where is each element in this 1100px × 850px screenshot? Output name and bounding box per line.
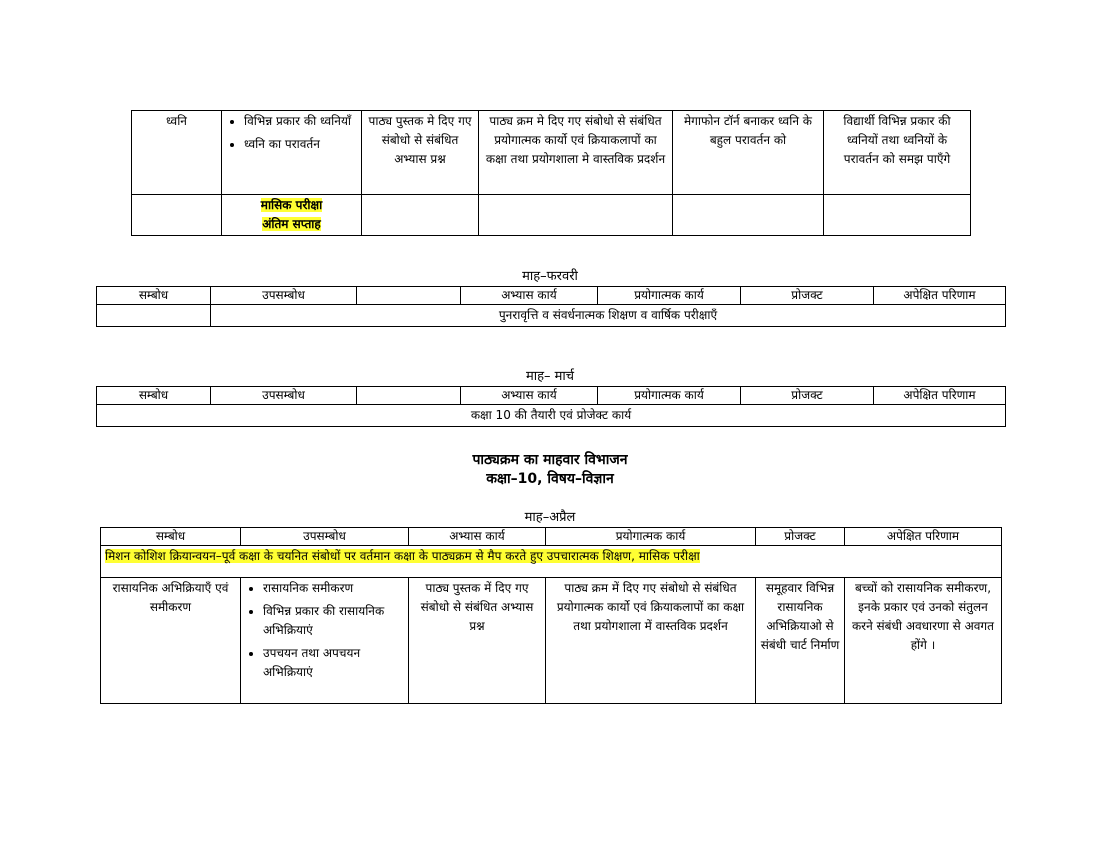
table-row <box>97 305 1006 327</box>
exercise-cell: पाठ्य पुस्तक मे दिए गए संबोधो से संबंधित अभ्यास प्रश्न <box>362 111 479 195</box>
header-row <box>97 287 1006 305</box>
subtopic-cell <box>241 578 409 704</box>
table-row <box>101 546 1002 578</box>
column-header: प्रयोगात्मक कार्य <box>598 387 741 405</box>
column-header: प्रयोगात्मक कार्य <box>546 528 756 546</box>
empty-cell <box>479 195 673 236</box>
topic-cell: ध्वनि <box>132 111 222 195</box>
header-row <box>97 387 1006 405</box>
merged-plan-cell: कक्षा 10 की तैयारी एवं प्रोजेक्ट कार्य <box>97 405 1006 427</box>
column-header: सम्बोध <box>97 287 211 305</box>
column-header <box>357 387 461 405</box>
practical-cell: पाठ्य क्रम में दिए गए संबोधो से संबंधित प्रयोगात्मक कार्यो एवं क्रियाकलापों का कक्षा तथा प्रयोगशाला में वास्तविक प्रदर्शन <box>546 578 756 704</box>
february-caption: माह–फरवरी <box>522 269 578 284</box>
outcome-cell: विद्यार्थी विभिन्न प्रकार की ध्वनियों तथा ध्वनियों के परावर्तन को समझ पाएँगे <box>824 111 971 195</box>
column-header: सम्बोध <box>101 528 241 546</box>
column-header: अभ्यास कार्य <box>461 387 598 405</box>
column-header: अपेक्षित परिणाम <box>874 287 1006 305</box>
page-subtitle: कक्षा–10, विषय–विज्ञान <box>486 471 614 487</box>
merged-plan-cell: पुनरावृत्ति व संवर्धनात्मक शिक्षण व वार्षिक परीक्षाएँ <box>211 305 1006 327</box>
table-row <box>101 578 1002 704</box>
project-cell: मेगाफोन टॉर्न बनाकर ध्वनि के बहुल परावर्तन को <box>673 111 824 195</box>
april-caption: माह–अप्रैल <box>524 510 576 525</box>
column-header: उपसम्बोध <box>241 528 409 546</box>
column-header <box>357 287 461 305</box>
mission-highlight-text: मिशन कोशिश क्रियान्वयन–पूर्व कक्षा के चयनित संबोधों पर वर्तमान कक्षा के पाठ्यक्रम से मैप करते हुए उपचारात्मक शिक्षण, मासिक परीक्षा <box>105 549 700 563</box>
exam-highlight-line1: मासिक परीक्षा <box>260 198 323 212</box>
column-header: सम्बोध <box>97 387 211 405</box>
table-row <box>132 111 971 195</box>
topic-cell: रासायनिक अभिक्रियाएँ एवं समीकरण <box>101 578 241 704</box>
list-item: • उपचयन तथा अपचयन अभिक्रियाएं <box>263 644 404 682</box>
practical-cell: पाठ्य क्रम मे दिए गए संबोधो से संबंधित प्रयोगात्मक कार्यो एवं क्रियाकलापों का कक्षा तथा प्रयोगशाला मे वास्तविक प्रदर्शन <box>479 111 673 195</box>
column-header: प्रयोगात्मक कार्य <box>598 287 741 305</box>
column-header: अभ्यास कार्य <box>461 287 598 305</box>
march-caption: माह– मार्च <box>525 369 575 384</box>
table-row <box>97 405 1006 427</box>
project-cell: समूहवार विभिन्न रासायनिक अभिक्रियाओ से संबंधी चार्ट निर्माण <box>756 578 845 704</box>
empty-cell <box>132 195 222 236</box>
list-item: • विभिन्न प्रकार की ध्वनियाँ <box>244 112 357 131</box>
empty-cell <box>97 305 211 327</box>
table-row <box>132 195 971 236</box>
column-header: प्रोजक्ट <box>741 287 874 305</box>
subtopic-cell <box>222 111 362 195</box>
monthly-exam-cell <box>222 195 362 236</box>
page-title: पाठ्यक्रम का माहवार विभाजन <box>472 452 628 468</box>
column-header: अपेक्षित परिणाम <box>845 528 1002 546</box>
outcome-cell: बच्चों को रासायनिक समीकरण, इनके प्रकार एवं उनको संतुलन करने संबंधी अवधारणा से अवगत होंगे । <box>845 578 1002 704</box>
column-header: प्रोजक्ट <box>756 528 845 546</box>
empty-cell <box>673 195 824 236</box>
column-header: उपसम्बोध <box>211 287 357 305</box>
march-table <box>96 386 1006 427</box>
column-header: प्रोजक्ट <box>741 387 874 405</box>
list-item: • ध्वनि का परावर्तन <box>244 135 357 154</box>
exercise-cell: पाठ्य पुस्तक में दिए गए संबोधो से संबंधित अभ्यास प्रश्न <box>409 578 546 704</box>
header-row <box>101 528 1002 546</box>
sound-topic-table <box>131 110 971 236</box>
column-header: अभ्यास कार्य <box>409 528 546 546</box>
exam-highlight-line2: अंतिम सप्ताह <box>262 217 321 231</box>
empty-cell <box>824 195 971 236</box>
list-item: • रासायनिक समीकरण <box>263 579 404 598</box>
column-header: उपसम्बोध <box>211 387 357 405</box>
empty-cell <box>362 195 479 236</box>
mission-cell <box>101 546 1002 578</box>
february-table <box>96 286 1006 327</box>
column-header: अपेक्षित परिणाम <box>874 387 1006 405</box>
list-item: • विभिन्न प्रकार की रासायनिक अभिक्रियाएं <box>263 602 404 640</box>
april-table <box>100 527 1002 704</box>
